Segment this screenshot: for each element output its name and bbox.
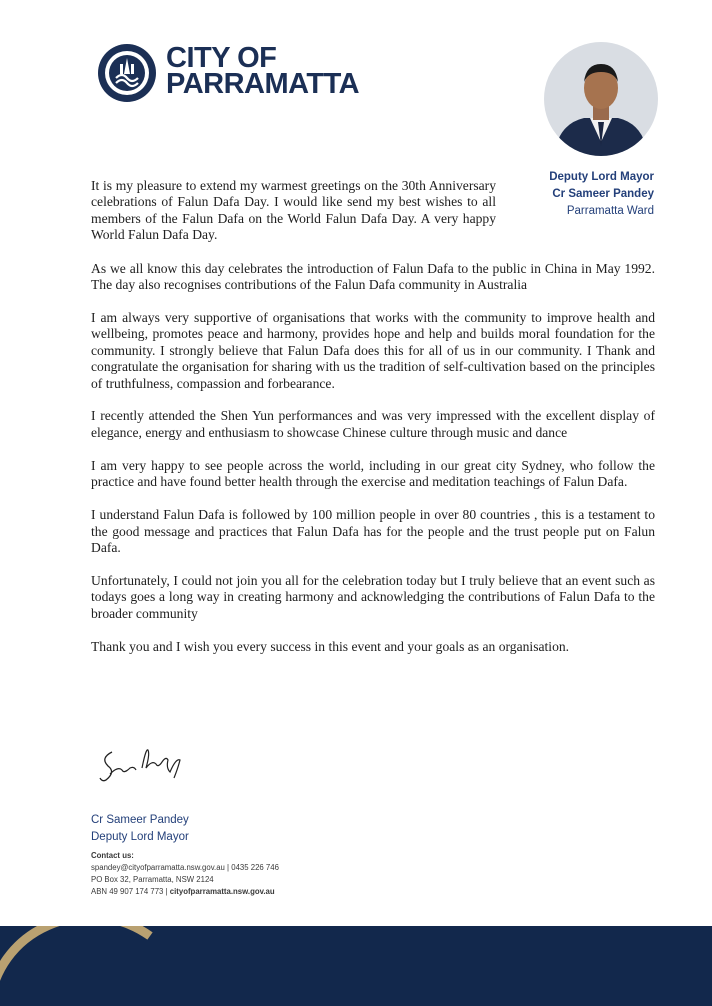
sender-name: Cr Sameer Pandey	[552, 188, 654, 200]
contact-abn: ABN 49 907 174 773 |	[91, 887, 170, 896]
paragraph: It is my pleasure to extend my warmest greetings on the 30th Anniversary celebrations of Falun Dafa Day. I would like send my best wishes to all members of the Falun Dafa on the World Falun Dafa Day. A very happy World Falun Dafa Day.	[91, 178, 496, 243]
paragraph: Unfortunately, I could not join you all for the celebration today but I truly believe that an event such as todays goes a long way in creating harmony and acknowledging the contributions of Falun Dafa to the broader community	[91, 572, 655, 621]
letter-body	[91, 178, 655, 671]
paragraph: I recently attended the Shen Yun performances and was very impressed with the excellent display of elegance, energy and enthusiasm to showcase Chinese culture through music and dance	[91, 408, 655, 440]
paragraph: I understand Falun Dafa is followed by 100 million people in over 80 countries , this is a testament to the good message and practices that Falun Dafa has for the people and the trust people put on Falun Dafa.	[91, 507, 655, 555]
city-logo-wordmark	[166, 42, 360, 100]
paragraph: I am very happy to see people across the world, including in our great city Sydney, who follow the practice and have found better health through the exercise and meditation teachings of Falun Dafa.	[91, 457, 655, 490]
contact-abn-line	[91, 886, 279, 898]
sign-off-name: Cr Sameer Pandey	[91, 814, 189, 826]
paragraph: I am always very supportive of organisations that works with the community to improve health and wellbeing, promotes peace and harmony, provides hope and help and builds moral foundation for the community. I strongly believe that Falun Dafa does this for all of us in our community. I Thank and congratulate the organisation for sharing with us the tradition of self-cultivation based on the principles of truthfulness, compassion and forbearance.	[91, 309, 655, 391]
footer-arc-decoration	[0, 926, 712, 1006]
portrait-icon	[544, 42, 658, 156]
logo-line-1: CITY OF	[166, 42, 277, 74]
handwritten-signature	[96, 738, 196, 786]
contact-website-link[interactable]: cityofparramatta.nsw.gov.au	[169, 887, 275, 896]
footer-band	[0, 926, 712, 1006]
contact-label: Contact us:	[91, 851, 134, 860]
city-logo	[96, 42, 366, 104]
deputy-lord-mayor-portrait	[544, 42, 658, 156]
contact-email-phone[interactable]: spandey@cityofparramatta.nsw.gov.au | 0435 226 746	[91, 863, 279, 872]
sender-role: Deputy Lord Mayor	[549, 171, 654, 183]
sign-off-block	[91, 812, 189, 846]
contact-details	[91, 850, 279, 898]
contact-po-box: PO Box 32, Parramatta, NSW 2124	[91, 875, 214, 884]
sender-ward: Parramatta Ward	[566, 205, 654, 217]
logo-line-2: PARRAMATTA	[166, 68, 360, 100]
paragraph: As we all know this day celebrates the introduction of Falun Dafa to the public in China in May 1992. The day also recognises contributions of the Falun Dafa community in Australia	[91, 260, 655, 293]
paragraph: Thank you and I wish you every success in this event and your goals as an organisation.	[91, 638, 570, 654]
city-crest-icon	[96, 42, 158, 104]
sign-off-role: Deputy Lord Mayor	[91, 831, 189, 843]
